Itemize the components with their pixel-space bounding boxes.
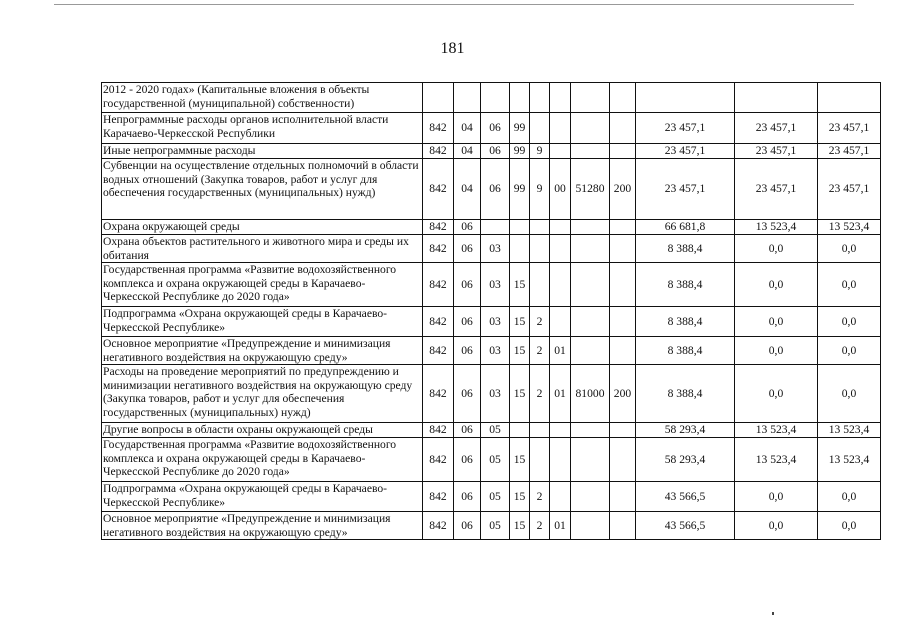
amount-cell: 8 388,4 — [636, 365, 735, 423]
code-cell: 03 — [481, 307, 510, 337]
code-cell: 06 — [481, 159, 510, 220]
amount-cell: 0,0 — [818, 365, 881, 423]
code-cell — [610, 482, 636, 512]
code-cell — [510, 83, 530, 113]
amount-cell: 23 457,1 — [636, 144, 735, 159]
code-cell — [571, 423, 610, 438]
code-cell: 01 — [550, 337, 571, 365]
code-cell — [610, 144, 636, 159]
code-cell: 2 — [530, 512, 550, 540]
code-cell: 9 — [530, 159, 550, 220]
code-cell — [610, 423, 636, 438]
code-cell — [530, 423, 550, 438]
code-cell: 2 — [530, 482, 550, 512]
code-cell — [550, 83, 571, 113]
amount-cell: 23 457,1 — [818, 144, 881, 159]
code-cell: 04 — [454, 113, 481, 144]
code-cell: 03 — [481, 235, 510, 263]
code-cell: 9 — [530, 144, 550, 159]
code-cell — [530, 438, 550, 482]
amount-cell: 0,0 — [818, 263, 881, 307]
amount-cell: 58 293,4 — [636, 438, 735, 482]
code-cell — [530, 235, 550, 263]
expense-name-cell: Непрограммные расходы органов исполнительной власти Карачаево-Черкесской Республики — [102, 113, 423, 144]
code-cell — [423, 83, 454, 113]
code-cell — [454, 83, 481, 113]
code-cell: 842 — [423, 220, 454, 235]
amount-cell — [818, 83, 881, 113]
table-row — [102, 144, 881, 159]
amount-cell: 43 566,5 — [636, 512, 735, 540]
code-cell: 01 — [550, 512, 571, 540]
expense-name-cell: Расходы на проведение мероприятий по предупреждению и минимизации негативного воздействия на окружающую среду (Закупка товаров, работ и услуг для обеспечения государственных (муниципальных) нужд) — [102, 365, 423, 423]
code-cell: 15 — [510, 307, 530, 337]
amount-cell: 43 566,5 — [636, 482, 735, 512]
code-cell: 06 — [454, 482, 481, 512]
expense-name-cell: 2012 - 2020 годах» (Капитальные вложения в объекты государственной (муниципальной) собственности) — [102, 83, 423, 113]
code-cell — [530, 83, 550, 113]
table-row — [102, 307, 881, 337]
code-cell: 06 — [454, 512, 481, 540]
amount-cell: 23 457,1 — [735, 113, 818, 144]
code-cell — [571, 113, 610, 144]
code-cell — [571, 220, 610, 235]
amount-cell: 66 681,8 — [636, 220, 735, 235]
code-cell: 06 — [454, 365, 481, 423]
code-cell — [610, 235, 636, 263]
code-cell: 842 — [423, 512, 454, 540]
amount-cell: 0,0 — [818, 235, 881, 263]
expense-name-cell: Подпрограмма «Охрана окружающей среды в Карачаево-Черкесской Республике» — [102, 307, 423, 337]
code-cell — [571, 438, 610, 482]
amount-cell: 0,0 — [735, 337, 818, 365]
code-cell: 06 — [454, 263, 481, 307]
code-cell: 03 — [481, 337, 510, 365]
code-cell: 842 — [423, 482, 454, 512]
code-cell — [550, 423, 571, 438]
code-cell: 05 — [481, 512, 510, 540]
code-cell: 05 — [481, 438, 510, 482]
amount-cell: 23 457,1 — [818, 159, 881, 220]
code-cell: 15 — [510, 438, 530, 482]
code-cell — [571, 235, 610, 263]
scan-speck — [772, 612, 774, 615]
expense-name-cell: Субвенции на осуществление отдельных полномочий в области водных отношений (Закупка товаров, работ и услуг для обеспечения государственных (муниципальных) нужд) — [102, 159, 423, 220]
code-cell: 00 — [550, 159, 571, 220]
code-cell: 06 — [454, 220, 481, 235]
code-cell: 99 — [510, 113, 530, 144]
code-cell — [571, 337, 610, 365]
code-cell: 06 — [454, 438, 481, 482]
amount-cell: 0,0 — [735, 235, 818, 263]
amount-cell: 0,0 — [735, 365, 818, 423]
code-cell: 99 — [510, 144, 530, 159]
code-cell — [550, 438, 571, 482]
amount-cell: 58 293,4 — [636, 423, 735, 438]
table-row — [102, 83, 881, 113]
table-row — [102, 512, 881, 540]
code-cell: 15 — [510, 337, 530, 365]
code-cell: 2 — [530, 337, 550, 365]
amount-cell: 0,0 — [735, 482, 818, 512]
code-cell: 06 — [454, 423, 481, 438]
table-row — [102, 220, 881, 235]
code-cell: 81000 — [571, 365, 610, 423]
code-cell — [571, 307, 610, 337]
code-cell: 06 — [454, 337, 481, 365]
amount-cell: 0,0 — [818, 512, 881, 540]
amount-cell: 23 457,1 — [636, 113, 735, 144]
code-cell: 2 — [530, 365, 550, 423]
amount-cell — [636, 83, 735, 113]
amount-cell: 13 523,4 — [735, 220, 818, 235]
expense-name-cell: Иные непрограммные расходы — [102, 144, 423, 159]
code-cell — [571, 512, 610, 540]
code-cell — [610, 307, 636, 337]
code-cell — [571, 263, 610, 307]
code-cell: 51280 — [571, 159, 610, 220]
amount-cell: 0,0 — [735, 307, 818, 337]
code-cell: 15 — [510, 482, 530, 512]
code-cell — [550, 144, 571, 159]
code-cell — [610, 438, 636, 482]
code-cell: 15 — [510, 263, 530, 307]
code-cell: 15 — [510, 512, 530, 540]
code-cell — [550, 263, 571, 307]
code-cell: 05 — [481, 482, 510, 512]
amount-cell — [735, 83, 818, 113]
code-cell: 15 — [510, 365, 530, 423]
amount-cell: 8 388,4 — [636, 337, 735, 365]
code-cell — [610, 263, 636, 307]
code-cell: 842 — [423, 159, 454, 220]
code-cell — [610, 83, 636, 113]
code-cell — [610, 220, 636, 235]
code-cell: 2 — [530, 307, 550, 337]
amount-cell: 23 457,1 — [636, 159, 735, 220]
expense-name-cell: Другие вопросы в области охраны окружающей среды — [102, 423, 423, 438]
code-cell — [550, 113, 571, 144]
amount-cell: 0,0 — [818, 337, 881, 365]
amount-cell: 23 457,1 — [818, 113, 881, 144]
amount-cell: 13 523,4 — [735, 423, 818, 438]
expense-name-cell: Охрана окружающей среды — [102, 220, 423, 235]
code-cell: 842 — [423, 438, 454, 482]
expense-name-cell: Государственная программа «Развитие водохозяйственного комплекса и охрана окружающей среды в Карачаево-Черкесской Республике до 2020 года» — [102, 263, 423, 307]
code-cell: 04 — [454, 159, 481, 220]
amount-cell: 13 523,4 — [818, 423, 881, 438]
expense-name-cell: Государственная программа «Развитие водохозяйственного комплекса и охрана окружающей среды в Карачаево-Черкесской Республике до 2020 года» — [102, 438, 423, 482]
amount-cell: 0,0 — [818, 307, 881, 337]
code-cell — [530, 113, 550, 144]
amount-cell: 23 457,1 — [735, 159, 818, 220]
code-cell: 06 — [481, 144, 510, 159]
code-cell: 06 — [454, 307, 481, 337]
amount-cell: 8 388,4 — [636, 263, 735, 307]
table-body — [102, 83, 881, 540]
code-cell — [610, 512, 636, 540]
code-cell — [550, 235, 571, 263]
amount-cell: 0,0 — [818, 482, 881, 512]
code-cell — [610, 113, 636, 144]
code-cell — [481, 220, 510, 235]
code-cell — [550, 220, 571, 235]
expense-name-cell: Подпрограмма «Охрана окружающей среды в Карачаево-Черкесской Республике» — [102, 482, 423, 512]
page-number: 181 — [440, 40, 465, 57]
table-row — [102, 113, 881, 144]
code-cell — [550, 482, 571, 512]
code-cell: 06 — [454, 235, 481, 263]
amount-cell: 0,0 — [735, 512, 818, 540]
table-row — [102, 337, 881, 365]
table-row — [102, 263, 881, 307]
code-cell: 99 — [510, 159, 530, 220]
code-cell: 06 — [481, 113, 510, 144]
code-cell: 842 — [423, 337, 454, 365]
code-cell: 200 — [610, 159, 636, 220]
amount-cell: 13 523,4 — [818, 220, 881, 235]
code-cell: 05 — [481, 423, 510, 438]
code-cell — [530, 220, 550, 235]
code-cell — [530, 263, 550, 307]
code-cell: 842 — [423, 423, 454, 438]
code-cell: 03 — [481, 365, 510, 423]
code-cell: 01 — [550, 365, 571, 423]
code-cell — [571, 144, 610, 159]
code-cell: 842 — [423, 235, 454, 263]
table-row — [102, 365, 881, 423]
expense-name-cell: Охрана объектов растительного и животного мира и среды их обитания — [102, 235, 423, 263]
table-row — [102, 159, 881, 220]
code-cell — [571, 83, 610, 113]
amount-cell: 0,0 — [735, 263, 818, 307]
table-row — [102, 482, 881, 512]
code-cell — [610, 337, 636, 365]
code-cell: 842 — [423, 144, 454, 159]
table-row — [102, 235, 881, 263]
expense-name-cell: Основное мероприятие «Предупреждение и минимизация негативного воздействия на окружающую среду» — [102, 512, 423, 540]
code-cell: 842 — [423, 113, 454, 144]
code-cell — [481, 83, 510, 113]
code-cell — [510, 235, 530, 263]
amount-cell: 8 388,4 — [636, 307, 735, 337]
amount-cell: 8 388,4 — [636, 235, 735, 263]
expense-name-cell: Основное мероприятие «Предупреждение и минимизация негативного воздействия на окружающую среду» — [102, 337, 423, 365]
code-cell: 04 — [454, 144, 481, 159]
code-cell — [550, 307, 571, 337]
table-row — [102, 438, 881, 482]
code-cell: 03 — [481, 263, 510, 307]
amount-cell: 13 523,4 — [735, 438, 818, 482]
scan-edge-line — [54, 4, 854, 5]
code-cell: 200 — [610, 365, 636, 423]
code-cell — [571, 482, 610, 512]
code-cell — [510, 220, 530, 235]
code-cell: 842 — [423, 263, 454, 307]
table-row — [102, 423, 881, 438]
budget-table — [101, 82, 881, 540]
amount-cell: 13 523,4 — [818, 438, 881, 482]
code-cell: 842 — [423, 365, 454, 423]
amount-cell: 23 457,1 — [735, 144, 818, 159]
code-cell: 842 — [423, 307, 454, 337]
code-cell — [510, 423, 530, 438]
